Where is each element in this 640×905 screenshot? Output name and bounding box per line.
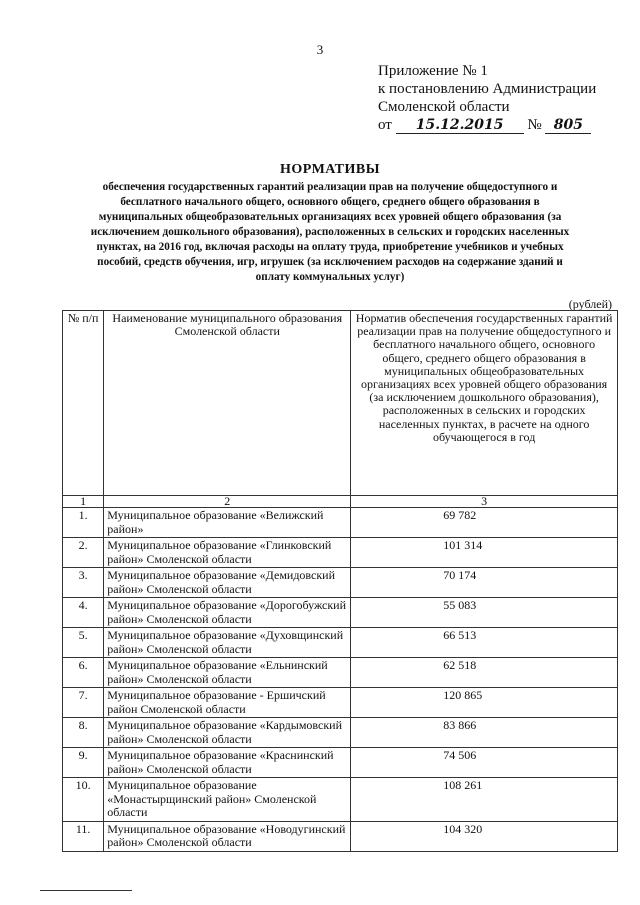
municipality-name: Муниципальное образование «Дорогобужский район» Смоленской области (104, 598, 351, 628)
table-header-row (63, 311, 618, 496)
municipality-name: Муниципальное образование «Велижский район» (104, 508, 351, 538)
row-number: 5. (63, 628, 104, 658)
handwritten-number: 805 (545, 118, 591, 134)
norm-value: 120 865 (351, 688, 618, 718)
appendix-date-line (378, 116, 596, 134)
table-row (63, 748, 618, 778)
row-number: 1. (63, 508, 104, 538)
header-number: № п/п (63, 311, 104, 496)
municipality-name: Муниципальное образование «Монастырщинский район» Смоленской области (104, 778, 351, 822)
norm-value: 66 513 (351, 628, 618, 658)
appendix-block (378, 62, 596, 134)
norm-value: 55 083 (351, 598, 618, 628)
norm-value: 70 174 (351, 568, 618, 598)
municipality-name: Муниципальное образование «Духовщинский район» Смоленской области (104, 628, 351, 658)
row-number: 6. (63, 658, 104, 688)
norm-value: 101 314 (351, 538, 618, 568)
row-number: 9. (63, 748, 104, 778)
norm-value: 74 506 (351, 748, 618, 778)
header-municipality: Наименование муниципального образования Смоленской области (104, 311, 351, 496)
municipality-name: Муниципальное образование - Ершичский район Смоленской области (104, 688, 351, 718)
row-number: 3. (63, 568, 104, 598)
table-row (63, 821, 618, 851)
table-row (63, 568, 618, 598)
number-prefix: № (527, 117, 542, 133)
table-index-row (63, 496, 618, 508)
footnote-divider (40, 890, 132, 891)
row-number: 4. (63, 598, 104, 628)
appendix-line-decree: к постановлению Администрации (378, 81, 597, 97)
index-cell: 3 (351, 496, 618, 508)
norm-value: 104 320 (351, 821, 618, 851)
municipality-name: Муниципальное образование «Новодугинский район» Смоленской области (104, 821, 351, 851)
table-row (63, 718, 618, 748)
appendix-title: Приложение № 1 (378, 63, 488, 79)
row-number: 8. (63, 718, 104, 748)
municipality-name: Муниципальное образование «Ельнинский район» Смоленской области (104, 658, 351, 688)
norm-value: 108 261 (351, 778, 618, 822)
header-norm: Норматив обеспечения государственных гарантий реализации прав на получение общедоступного и бесплатного начального общего, основного общего, среднего общего образования в муниципальных общеобразовательных организациях всех уровней общего образования (за исключением дошкольного образования), расположенных в сельских и городских населенных пунктах, в расчете на одного обучающегося в год (351, 311, 618, 496)
index-cell: 2 (104, 496, 351, 508)
units-label: (рублей) (568, 297, 612, 311)
table-row (63, 688, 618, 718)
document-title: НОРМАТИВЫ (280, 162, 380, 177)
norm-value: 62 518 (351, 658, 618, 688)
municipality-name: Муниципальное образование «Краснинский район» Смоленской области (104, 748, 351, 778)
date-prefix: от (378, 117, 392, 133)
row-number: 10. (63, 778, 104, 822)
handwritten-date: 15.12.2015 (396, 118, 524, 134)
municipality-name: Муниципальное образование «Кардымовский район» Смоленской области (104, 718, 351, 748)
appendix-line-region: Смоленской области (378, 99, 510, 115)
municipality-name: Муниципальное образование «Демидовский район» Смоленской области (104, 568, 351, 598)
table-row (63, 778, 618, 822)
table-row (63, 508, 618, 538)
index-cell: 1 (63, 496, 104, 508)
table-row (63, 628, 618, 658)
norms-table (62, 310, 618, 852)
row-number: 11. (63, 821, 104, 851)
page-number: 3 (316, 42, 324, 57)
norm-value: 83 866 (351, 718, 618, 748)
norm-value: 69 782 (351, 508, 618, 538)
municipality-name: Муниципальное образование «Глинковский район» Смоленской области (104, 538, 351, 568)
row-number: 7. (63, 688, 104, 718)
table-row (63, 658, 618, 688)
document-subtitle: обеспечения государственных гарантий реализации прав на получение общедоступного и бесплатного начального общего, основного общего, среднего общего образования в муниципальных общеобразовательных организациях всех уровней общего образования (за исключением дошкольного образования), расположенных в сельских и городских населенных пунктах, на 2016 год, включая расходы на оплату труда, приобретение учебников и учебных пособий, средств обучения, игр, игрушек (за исключением расходов на содержание зданий и оплату коммунальных услуг) (90, 181, 570, 283)
table-row (63, 598, 618, 628)
row-number: 2. (63, 538, 104, 568)
table-row (63, 538, 618, 568)
